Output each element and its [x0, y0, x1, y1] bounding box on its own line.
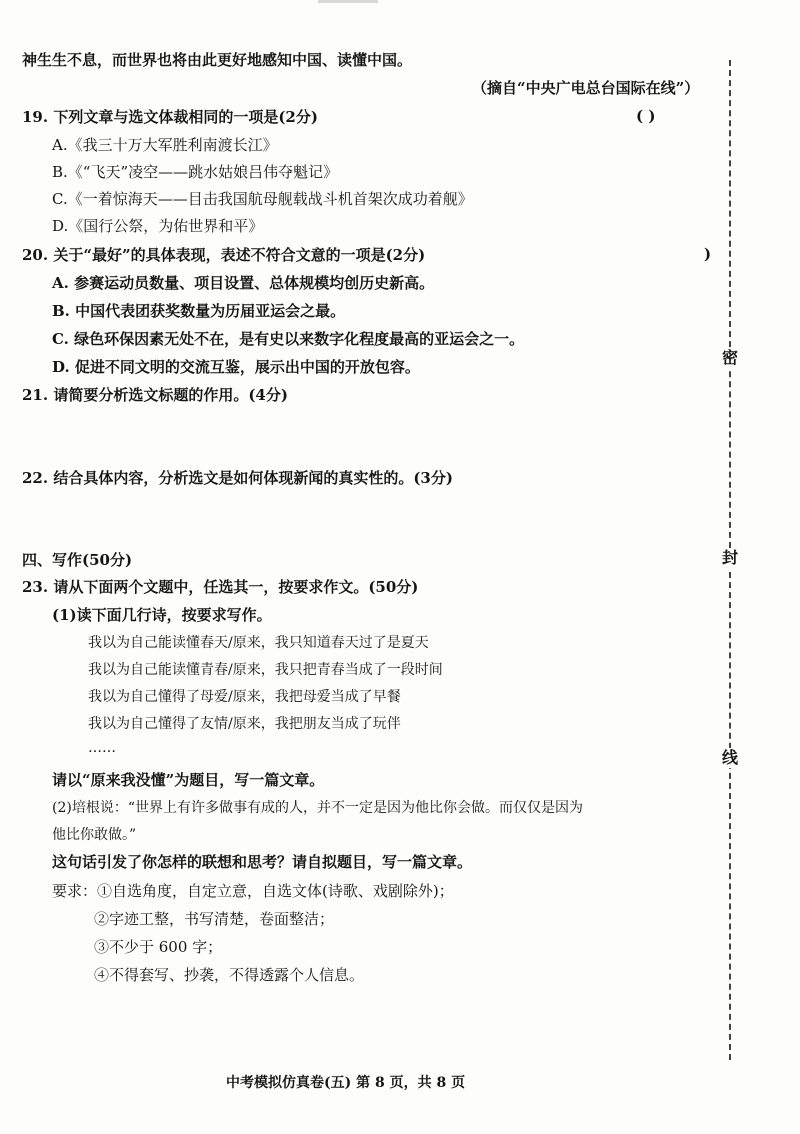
- poem-line-1: 我以为自己能读懂春天/原来，我只知道春天过了是夏天: [88, 635, 429, 651]
- source-citation: （摘自“中央广电总台国际在线”）: [472, 79, 700, 97]
- requirement-1: 要求：①自选角度，自定立意，自选文体(诗歌、戏剧除外)；: [52, 882, 454, 900]
- question-19-option-a: A.《我三十万大军胜利南渡长江》: [52, 136, 278, 154]
- side-label-feng: 封: [721, 548, 738, 567]
- question-23-stem: 23. 请从下面两个文题中，任选其一，按要求作文。(50分): [22, 578, 419, 596]
- question-20-option-b: B. 中国代表团获奖数量为历届亚运会之最。: [52, 302, 346, 320]
- question-23-part2-task: 这句话引发了你怎样的联想和思考？请自拟题目，写一篇文章。: [52, 853, 473, 871]
- question-23-part1-task: 请以“原来我没懂”为题目，写一篇文章。: [52, 771, 325, 789]
- question-23-part2-quote-line2: 他比你敢做。”: [52, 827, 137, 843]
- requirement-2: ②字迹工整，书写清楚，卷面整洁；: [94, 910, 335, 928]
- side-label-xian: 线: [721, 748, 738, 767]
- question-19-stem: 19. 下列文章与选文体裁相同的一项是(2分): [22, 108, 318, 126]
- question-20-answer-bracket: ): [704, 245, 712, 263]
- question-20-option-a: A. 参赛运动员数量、项目设置、总体规模均创历史新高。: [52, 274, 435, 292]
- requirement-3: ③不少于 600 字；: [94, 938, 223, 956]
- requirement-4: ④不得套写、抄袭，不得透露个人信息。: [94, 966, 365, 984]
- question-23-part2-quote-line1: (2)培根说：“世界上有许多做事有成的人，并不一定是因为他比你会做。而仅仅是因为: [52, 800, 583, 816]
- question-19-option-d: D.《国行公祭，为佑世界和平》: [52, 217, 264, 235]
- poem-line-2: 我以为自己能读懂青春/原来，我只把青春当成了一段时间: [88, 662, 443, 678]
- poem-line-4: 我以为自己懂得了友情/原来，我把朋友当成了玩伴: [88, 716, 401, 732]
- page-footer: 中考模拟仿真卷(五) 第 8 页，共 8 页: [226, 1075, 466, 1091]
- question-20-option-c: C. 绿色环保因素无处不在，是有史以来数字化程度最高的亚运会之一。: [52, 330, 525, 348]
- question-22-stem: 22. 结合具体内容，分析选文是如何体现新闻的真实性的。(3分): [22, 469, 453, 487]
- question-20-option-d: D. 促进不同文明的交流互鉴，展示出中国的开放包容。: [52, 358, 420, 376]
- intro-text: 神生生不息，而世界也将由此更好地感知中国、读懂中国。: [22, 51, 413, 69]
- question-23-part1-label: (1)读下面几行诗，按要求写作。: [52, 606, 272, 624]
- top-edge-mark: [318, 0, 378, 3]
- question-21-stem: 21. 请简要分析选文标题的作用。(4分): [22, 386, 288, 404]
- question-19-answer-bracket: ( ): [636, 107, 656, 125]
- section-4-title: 四、写作(50分): [22, 551, 133, 569]
- question-19-option-c: C.《一着惊海天——目击我国航母舰载战斗机首架次成功着舰》: [52, 190, 473, 208]
- poem-line-3: 我以为自己懂得了母爱/原来，我把母爱当成了早餐: [88, 689, 401, 705]
- side-label-mi: 密: [721, 348, 738, 367]
- question-20-stem: 20. 关于“最好”的具体表现，表述不符合文意的一项是(2分): [22, 246, 426, 264]
- question-19-option-b: B.《“飞天”凌空——跳水姑娘吕伟夺魁记》: [52, 163, 339, 181]
- poem-ellipsis: ……: [88, 740, 116, 756]
